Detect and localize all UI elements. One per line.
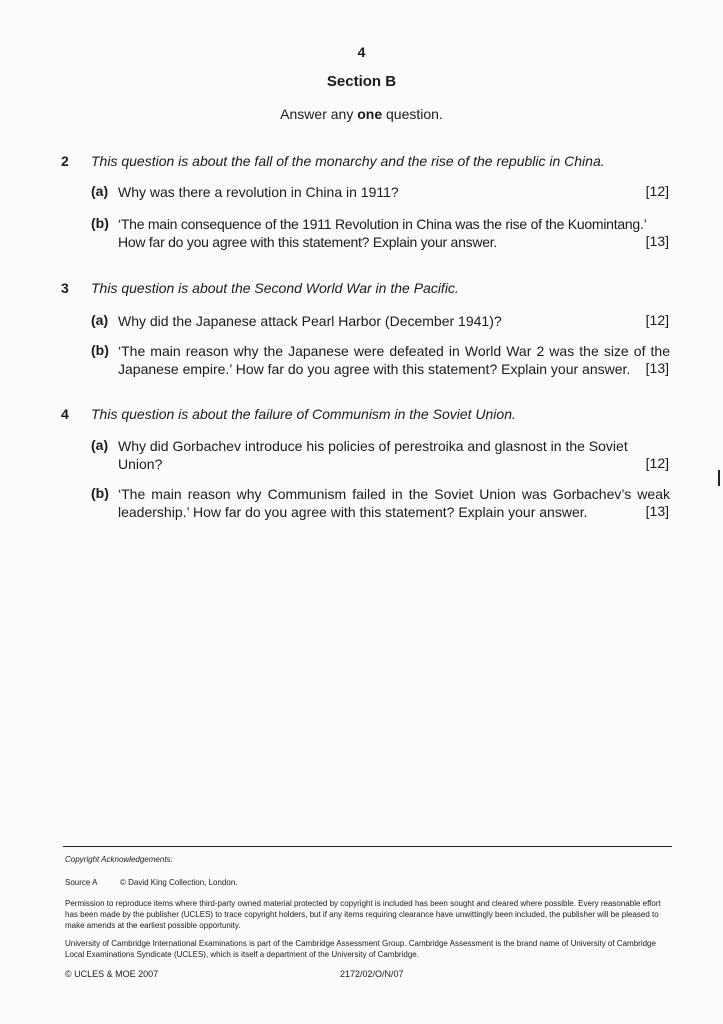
question-4a-text: Why did Gorbachev introduce his policies of perestroika and glasnost in the Soviet Union? xyxy=(118,438,628,472)
source-text: © David King Collection, London. xyxy=(120,878,238,887)
question-3-number: 3 xyxy=(61,280,69,296)
instruction-before: Answer any xyxy=(280,106,358,122)
question-2-number: 2 xyxy=(61,153,69,169)
question-2a-label: (a) xyxy=(91,183,109,199)
question-3a-text: Why did the Japanese attack Pearl Harbor (December 1941)? xyxy=(118,313,502,329)
acknowledgements-heading: Copyright Acknowledgements: xyxy=(65,855,173,864)
source-label: Source A xyxy=(65,878,98,887)
question-2b-label: (b) xyxy=(91,215,109,231)
question-2-stem: This question is about the fall of the monarchy and the rise of the republic in China. xyxy=(91,153,605,169)
page-number: 4 xyxy=(357,44,366,60)
copyright-footer: © UCLES & MOE 2007 xyxy=(65,969,159,979)
question-3a-label: (a) xyxy=(91,312,109,328)
question-4b-label: (b) xyxy=(91,485,109,501)
paper-code: 2172/02/O/N/07 xyxy=(340,969,404,979)
question-2a-text: Why was there a revolution in China in 1911? xyxy=(118,184,399,200)
footer-rule xyxy=(63,846,672,847)
question-4-number: 4 xyxy=(61,406,69,422)
question-3a-marks: [12] xyxy=(645,312,669,328)
question-4b-marks: [13] xyxy=(645,503,669,519)
question-2b-text: ‘The main consequence of the 1911 Revolution in China was the rise of the Kuomintang.’ How far do you agree with this statement? Explain your answer. xyxy=(118,216,646,250)
instruction-emphasis: one xyxy=(357,106,383,122)
question-4a-marks: [12] xyxy=(645,455,669,471)
scan-edge-mark xyxy=(718,470,720,486)
instruction-after: question. xyxy=(382,106,443,122)
section-title: Section B xyxy=(326,73,397,90)
question-3b-label: (b) xyxy=(91,342,109,358)
question-2b-marks: [13] xyxy=(645,233,669,249)
question-3b-text: ‘The main reason why the Japanese were defeated in World War 2 was the size of the Japanese empire.’ How far do you agree with this statement? Explain your answer. xyxy=(118,343,670,377)
question-4-stem: This question is about the failure of Communism in the Soviet Union. xyxy=(91,406,516,422)
question-3b-marks: [13] xyxy=(645,360,669,376)
question-4b-text: ‘The main reason why Communism failed in the Soviet Union was Gorbachev’s weak leadership.’ How far do you agree with this statement? Explain your answer. xyxy=(118,486,670,520)
permission-notice: Permission to reproduce items where third-party owned material protected by copyright is included has been sought and cleared where possible. Every reasonable effort has been made by the publisher (UCLES) to trace copyright holders, but if any items requiring clearance have unwittingly been included, the publisher will be pleased to make amends at the earliest possible opportunity. xyxy=(65,899,661,930)
university-notice: University of Cambridge International Examinations is part of the Cambridge Assessment Group. Cambridge Assessment is the brand name of University of Cambridge Local Examinations Syndicate (UCLES), which is itself a department of the University of Cambridge. xyxy=(65,939,656,959)
question-4a-label: (a) xyxy=(91,437,109,453)
instruction xyxy=(0,106,723,122)
question-2a-marks: [12] xyxy=(645,183,669,199)
question-3-stem: This question is about the Second World War in the Pacific. xyxy=(91,280,459,296)
